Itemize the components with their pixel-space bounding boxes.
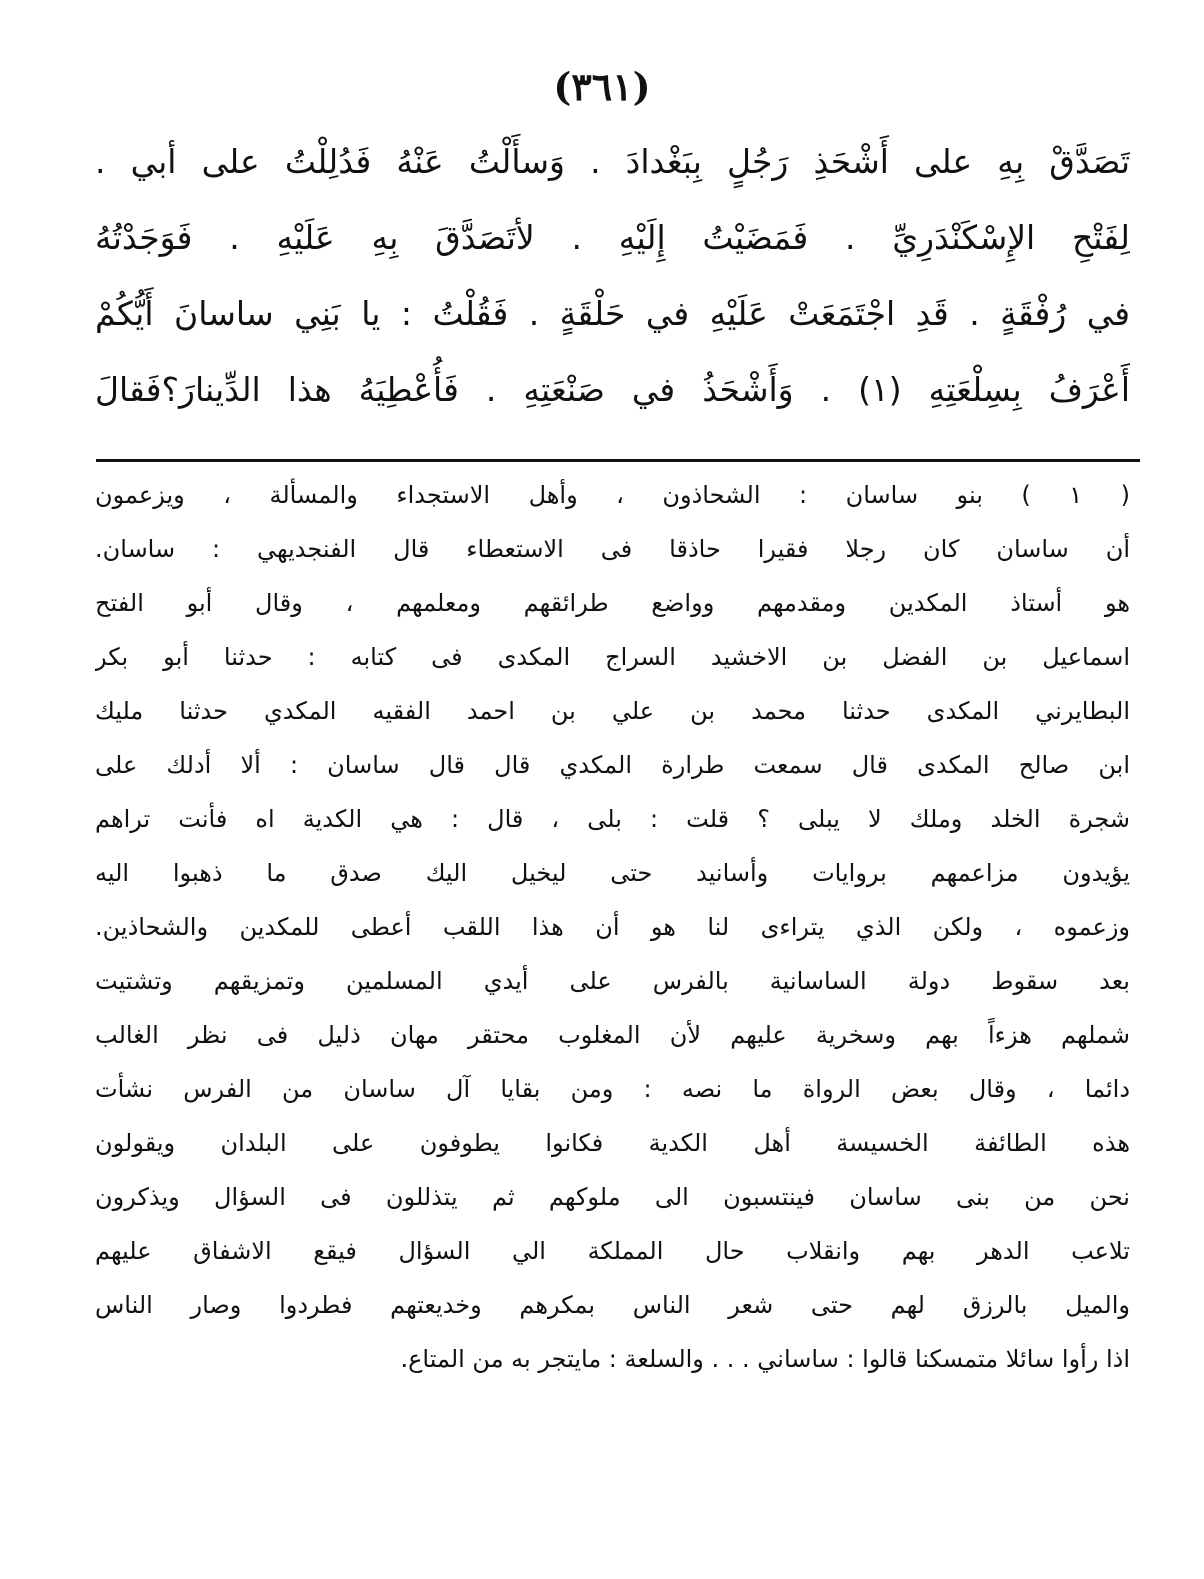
footnote-line: شملهم هزءاً بهم وسخرية عليهم لأن المغلوب محتقر مهان ذليل فى نظر الغالب (95, 1021, 1130, 1049)
footnote-divider (96, 459, 1140, 462)
footnote-line: أن ساسان كان رجلا فقيرا حاذقا فى الاستعطاء قال الفنجديهي : ساسان. (95, 535, 1130, 563)
main-text-block (95, 124, 1130, 428)
footnote-line: تلاعب الدهر بهم وانقلاب حال المملكة الي السؤال فيقع الاشفاق عليهم (95, 1237, 1130, 1265)
footnote-line: ابن صالح المكدى قال سمعت طرارة المكدي قال قال ساسان : ألا أدلك على (95, 751, 1130, 779)
footnote-line: البطايرني المكدى حدثنا محمد بن علي بن احمد الفقيه المكدي حدثنا مليك (95, 697, 1130, 725)
main-text-line: في رُفْقَةٍ . قَدِ اجْتَمَعَتْ عَلَيْهِ في حَلْقَةٍ . فَقُلْتُ : يا بَنِي ساسانَ أَيُّكُمْ (95, 294, 1130, 333)
footnote-line: هو أستاذ المكدين ومقدمهم وواضع طرائقهم ومعلمهم ، وقال أبو الفتح (95, 589, 1130, 617)
footnote-line: نحن من بنى ساسان فينتسبون الى ملوكهم ثم يتذللون فى السؤال ويذكرون (95, 1183, 1130, 1211)
footnote-line: دائما ، وقال بعض الرواة ما نصه : ومن بقايا آل ساسان من الفرس نشأت (95, 1075, 1130, 1103)
footnote-line: ( ١ ) بنو ساسان : الشحاذون ، وأهل الاستجداء والمسألة ، ويزعمون (95, 481, 1130, 509)
footnote-line: هذه الطائفة الخسيسة أهل الكدية فكانوا يطوفون على البلدان ويقولون (95, 1129, 1130, 1157)
footnote-block (95, 468, 1130, 1386)
footnote-line: والميل بالرزق لهم حتى شعر الناس بمكرهم وخديعتهم فطردوا وصار الناس (95, 1291, 1130, 1319)
footnote-line: اسماعيل بن الفضل بن الاخشيد السراج المكدى فى كتابه : حدثنا أبو بكر (95, 643, 1130, 671)
footnote-line: اذا رأوا سائلا متمسكنا قالوا : ساساني . . . والسلعة : مايتجر به من المتاع. (400, 1345, 1130, 1373)
footnote-line: وزعموه ، ولكن الذي يتراءى لنا هو أن هذا اللقب أعطى للمكدين والشحاذين. (95, 913, 1130, 941)
footnote-line: بعد سقوط دولة الساسانية بالفرس على أيدي المسلمين وتمزيقهم وتشتيت (95, 967, 1130, 995)
footnote-line: يؤيدون مزاعمهم بروايات وأسانيد حتى ليخيل اليك صدق ما ذهبوا اليه (95, 859, 1130, 887)
page-number: (٣٦١) (553, 64, 651, 109)
main-text-line: لِفَتْحِ الإِسْكَنْدَرِيِّ . فَمَضَيْتُ إِلَيْهِ . لأتَصَدَّقَ بِهِ عَلَيْهِ . فَوَجَدْتُهُ (95, 218, 1130, 257)
main-text-line: تَصَدَّقْ بِهِ على أَشْحَذِ رَجُلٍ بِبَغْدادَ . وَسأَلْتُ عَنْهُ فَدُلِلْتُ على أبي . (95, 142, 1130, 181)
footnote-line: شجرة الخلد وملك لا يبلى ؟ قلت : بلى ، قال : هي الكدية اه فأنت تراهم (95, 805, 1130, 833)
main-text-line: أَعْرَفُ بِسِلْعَتِهِ (١) . وَأَشْحَذُ في صَنْعَتِهِ . فَأُعْطِيَهُ هذا الدِّينارَ؟فَقالَ (95, 370, 1130, 409)
